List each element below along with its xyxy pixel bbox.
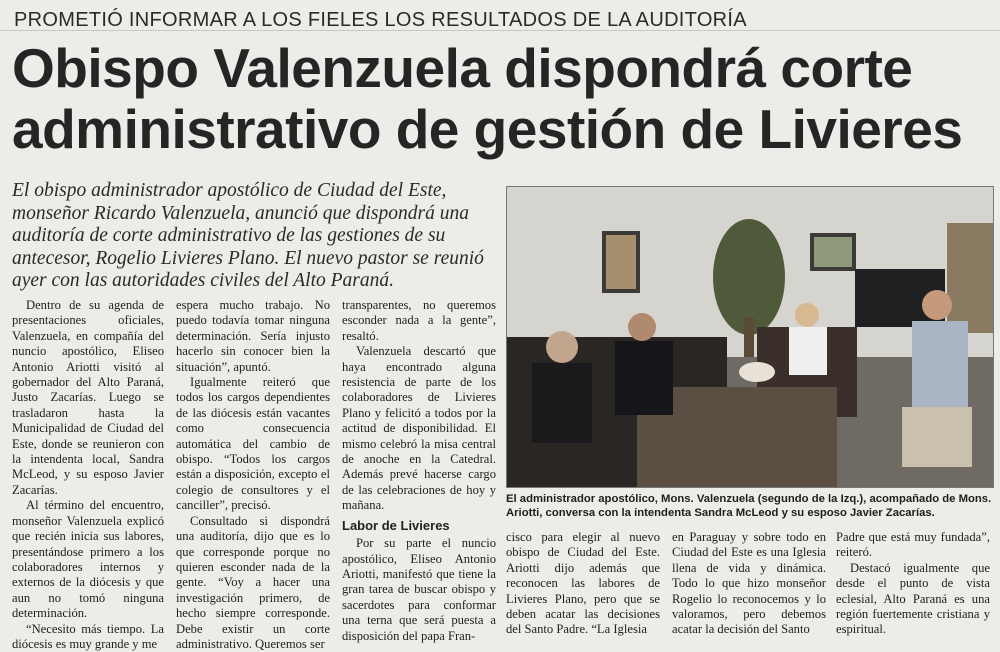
- paragraph: Dentro de su agenda de presentaciones oficiales, Valenzuela, en compañía del nuncio apostólico, Eliseo Antonio Ariotti visitó al gobernador del Alto Paraná, Justo Zacarías. Luego se trasladaron hasta la Municipalidad de Ciudad del Este, donde se reunieron con la intendenta local, Sandra McLeod, y su esposo Javier Zacarías.: [12, 298, 164, 497]
- paragraph: espera mucho trabajo. No puedo todavía tomar ninguna determinación. Sería injusto hacerlo sin conocer bien la situación”, apuntó.: [176, 298, 330, 374]
- subhead-labor-de-livieres: Labor de Livieres: [342, 517, 450, 533]
- paragraph: Al término del encuentro, monseñor Valenzuela explicó que recién inicia sus labores, presentándose primero a los colaboradores internos y externos de la diócesis y que aun no tomó ninguna determinación.: [12, 498, 164, 621]
- article-column-3: [342, 298, 496, 644]
- paragraph: en Paraguay y sobre todo en Ciudad del Este es una Iglesia llena de vida y dinámica. Todo lo que hizo monseñor Rogelio lo reconocemos y lo valoramos, pero debemos acatar la decisión del Santo: [672, 530, 826, 637]
- article-column-6: [836, 530, 990, 638]
- paragraph: transparentes, no queremos esconder nada a la gente”, resaltó.: [342, 298, 496, 343]
- headline-line-1: Obispo Valenzuela dispondrá corte: [12, 37, 913, 99]
- lede: El obispo administrador apostólico de Ciudad del Este, monseñor Ricardo Valenzuela, anunció que dispondrá una auditoría de corte administrativo de las gestiones de su antecesor, Rogelio Livieres Plano. El nuevo pastor se reunió ayer con las autoridades civiles del Alto Paraná.: [12, 180, 484, 291]
- headline: [12, 38, 987, 160]
- article-column-1: [12, 298, 164, 652]
- article-photo: [506, 186, 994, 488]
- paragraph: Consultado si dispondrá una auditoría, dijo que es lo que corresponde porque no quieren esconder nada de la gente. “Voy a hacer una investigación primero, de hecho siempre corresponde. Debe existir un corte administrativo. Queremos ser: [176, 513, 330, 651]
- article-column-5: [672, 530, 826, 638]
- paragraph: Destacó igualmente que desde el punto de vista eclesial, Alto Paraná es una región fuertemente cristiana y espiritual.: [836, 560, 990, 637]
- paragraph: Por su parte el nuncio apostólico, Eliseo Antonio Ariotti, manifestó que tiene la gran tarea de buscar obispo y sacerdotes para conformar una terna que será puesta a disposición del papa Fran-: [342, 536, 496, 643]
- kicker: PROMETIÓ INFORMAR A LOS FIELES LOS RESULTADOS DE LA AUDITORÍA: [14, 9, 747, 31]
- headline-line-2: administrativo de gestión de Livieres: [12, 98, 963, 160]
- paragraph: Padre que está muy fundada”, reiteró.: [836, 530, 990, 560]
- paragraph: cisco para elegir al nuevo obispo de Ciudad del Este. Ariotti dijo además que reconocen las labores de Livieres Plano, pero que se deben acatar las decisiones del Santo Padre. “La Iglesia: [506, 530, 660, 637]
- article-column-4: [506, 530, 660, 638]
- paragraph: “Necesito más tiempo. La diócesis es muy grande y me: [12, 621, 164, 651]
- paragraph: Valenzuela descartó que haya encontrado alguna resistencia de parte de los colaboradores de Livieres Plano y felicitó a todos por la actitud de disponibilidad. El mismo celebró la misa central de anoche en la Catedral. Además prevé hacerse cargo de las celebraciones de hoy y mañana.: [342, 344, 496, 513]
- photo-caption: El administrador apostólico, Mons. Valenzuela (segundo de la Izq.), acompañado de Mons. Ariotti, conversa con la intendenta Sandra McLeod y su esposo Javier Zacarías.: [506, 493, 992, 519]
- paragraph: Igualmente reiteró que todos los cargos dependientes de las diócesis están vacantes como consecuencia automática del cambio de obispo. “Todos los cargos están a disposición, excepto el colegio de consultores y el canciller”, precisó.: [176, 375, 330, 513]
- article-column-2: [176, 298, 330, 652]
